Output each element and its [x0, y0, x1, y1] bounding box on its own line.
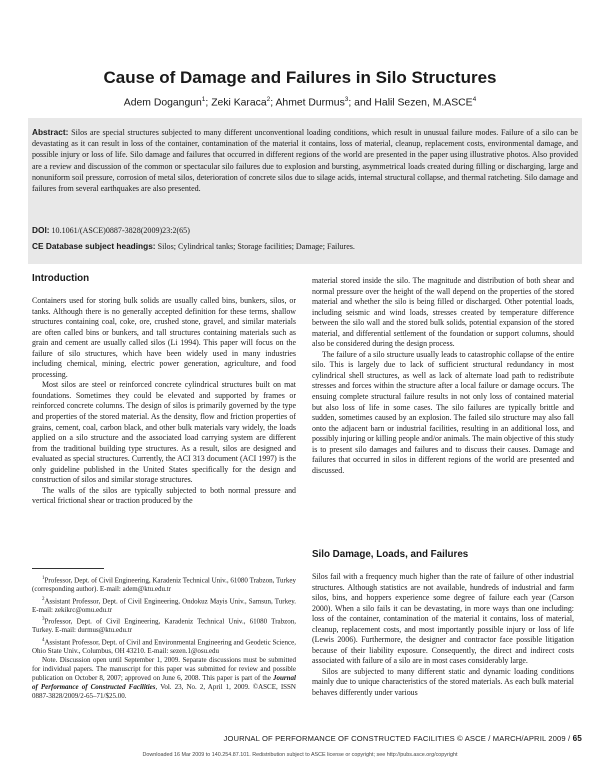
author-sep: ; — [270, 97, 276, 109]
footnote-text: Professor, Dept. of Civil Engineering, Karadeniz Technical Univ., 61080 Trabzon, Turkey (corresponding author). E-mail: adem@ktu.edu.tr — [32, 576, 296, 594]
footnote-text: Professor, Dept. of Civil Engineering, Karadeniz Technical Univ., 61080 Trabzon, Turkey. E-mail: durmus@ktu.edu.tr — [32, 617, 296, 635]
running-footer — [0, 734, 582, 743]
footnote-text: Assistant Professor, Dept. of Civil Engineering, Ondokuz Mayis Univ., Samsun, Turkey. E-mail: zekikrc@omu.edu.tr — [32, 596, 296, 614]
doi-line — [32, 225, 578, 235]
author-affil-mark: 3 — [344, 96, 349, 103]
footnote — [32, 574, 296, 595]
author-sep: ; — [205, 97, 212, 109]
note-text: Note. Discussion open until September 1, 2009. Separate discussions must be submitted for individual papers. The manuscript for this paper was submitted for review and possible publication on October 8, 2007; approved on June 6, 2008. This paper is part of the — [32, 656, 296, 683]
paper-title: Cause of Damage and Failures in Silo Structures — [103, 68, 497, 87]
abstract — [32, 127, 578, 194]
page-number: 65 — [572, 734, 582, 743]
submission-note — [32, 656, 296, 701]
left-column-body — [32, 296, 296, 507]
doi-label: DOI: — [32, 225, 50, 235]
author-list — [0, 96, 600, 108]
download-notice: Downloaded 16 Mar 2009 to 140.254.87.101. Redistribution subject to ASCE license or copyright; see http://pubs.asce.org/copyright — [142, 752, 458, 758]
footnote-mark: 1 — [42, 576, 45, 581]
author-name: Zeki Karaca — [211, 97, 267, 109]
paragraph: The walls of the silos are typically subjected to both normal pressure and vertical frictional shear or traction produced by the — [32, 485, 296, 506]
author-affil-mark: 4 — [472, 96, 477, 103]
section-heading-introduction: Introduction — [32, 273, 90, 284]
footnote-mark: 2 — [42, 596, 45, 602]
note-text: , Vol. 23, No. 2, April 1, 2009. ©ASCE, ISSN 0887-3828/2009/2-65–71/$25.00. — [32, 683, 296, 701]
footnote — [32, 636, 296, 657]
subject-label: CE Database subject headings: — [32, 241, 156, 251]
journal-footer-text: JOURNAL OF PERFORMANCE OF CONSTRUCTED FACILITIES © ASCE / MARCH/APRIL 2009 / — [223, 734, 573, 743]
footnote — [32, 595, 296, 616]
paragraph: Containers used for storing bulk solids are usually called bins, bunkers, silos, or tanks. Although there is no generally accepted definition for these terms, shallow structures containing coal, coke, ore, crushed stone, gravel, and similar materials are often called bins or bunkers, and tall structures containing materials such as grain and cement are usually called silos (Li 1994). This paper will focus on the failure of silo structures, which have been widely used in many industries including chemical, mining, electric power generation, agriculture, and food processing. — [32, 296, 296, 379]
doi-text: 10.1061/(ASCE)0887-3828(2009)23:2(65) — [51, 226, 190, 235]
footnotes — [32, 574, 296, 702]
abstract-label: Abstract: — [32, 127, 69, 137]
footnote-text: Assistant Professor, Dept. of Civil and Environmental Engineering and Geodetic Science, Ohio State Univ., Columbus, OH 43210. E-mail: sezen.1@osu.edu — [32, 637, 296, 655]
right-column-bottom — [312, 572, 574, 699]
right-column-top — [312, 276, 574, 476]
author-name: Adem Dogangun — [123, 97, 202, 109]
journal-name: Journal of Performance of Constructed Facilities — [32, 674, 296, 692]
abstract-text: Silos are special structures subjected to many different unconventional loading conditions, which result in unusual failure modes. Failure of a silo can be devastating as it can result in loss of the container, contamination of the material it contains, loss of material, cleanup, replacement costs, environmental damage, and possible injury or loss of life. Silo damage and failures that occurred in different regions of the world are presented in the paper using illustrative photos. Also provided are a review and discussion of the common or spectacular silo failures due to explosion and bursting, asymmetrical loads created during filling or discharging, large and nonuniform soil pressure, corrosion of metal silos, deterioration of concrete silos due to silage acids, internal structural collapse, and thermal ratcheting. Silo damage and failures from several earthquakes are also presented. — [32, 128, 579, 194]
paragraph: The failure of a silo structure usually leads to catastrophic collapse of the entire silo. This is largely due to lack of sufficient structural redundancy in most cylindrical shell structures, as well as lack of alternate load path to redistribute stresses and forces within the structure after a local failure or damage occurs. The ensuing complete structural failure results in not only loss of contained material but also loss of life in some cases. The silo failures are typically brittle and sudden, sometimes caused by an explosion. The failed silo structure may also fall onto the adjacent barn or industrial facilities, resulting in an additional loss, and possibly injuring or killing people and/or animals. The main objective of this study is to present silo damages and failures and to discuss their causes. Damage and failures that occurred in silos in different regions of the world are presented and discussed. — [312, 349, 574, 475]
author-sep: ; and — [348, 97, 375, 109]
subject-text: Silos; Cylindrical tanks; Storage facilities; Damage; Failures. — [157, 242, 355, 251]
footnote-divider — [32, 568, 104, 569]
footnote — [32, 615, 296, 636]
author-affil-mark: 2 — [266, 96, 271, 103]
author-name: Halil Sezen, M.ASCE — [374, 97, 473, 109]
subject-headings — [32, 241, 578, 251]
paragraph: Silos fail with a frequency much higher than the rate of failure of other industrial structures. Although statistics are not available, hundreds of industrial and farm silos, bins, and hoppers experience some degree of failure each year (Carson 2000). When a silo fails it can be devastating, in more ways than one including: loss of the container, contamination of the material it contains, loss of material, cleanup, replacement costs, and most importantly possible injury or loss of life (Lewis 2006). Furthermore, the designer and contractor face possible litigation because of their liability exposure. Consequently, the direct and indirect costs associated with failure of a silo are in most cases considerably large. — [312, 572, 574, 666]
author-name: Ahmet Durmus — [275, 97, 345, 109]
section-heading-silo-damage: Silo Damage, Loads, and Failures — [312, 549, 469, 560]
paragraph: Silos are subjected to many different static and dynamic loading conditions mainly due to unique characteristics of the stored materials. As each bulk material behaves differently under various — [312, 666, 574, 698]
paragraph: material stored inside the silo. The magnitude and distribution of both shear and normal pressure over the height of the wall depend on the properties of the stored material and whether the silo is being filled or discharged. Other potential loads, including seismic and wind loads, stresses created by temperature difference between the silo wall and the stored bulk solids, potential expansion of the stored material, and differential settlement of the foundation or support columns, should also be considered during the design process. — [312, 276, 574, 349]
author-affil-mark: 1 — [201, 96, 206, 103]
paragraph: Most silos are steel or reinforced concrete cylindrical structures built on mat foundations. Sometimes they could be elevated and supported by frames or reinforced concrete columns. The design of silos is primarily governed by the type and properties of the stored material. As the density, flow and friction properties of grains, cement, coal, carbon black, and other bulk materials vary widely, the loads applied on a silo structure and the associated load carrying system are different from the traditional building type structures. As a result, silos are designed and evaluated as special structures. Currently, the ACI 313 document (ACI 1997) is the only guideline published in the United States specifically for the design and construction of silos and similar storage structures. — [32, 380, 296, 485]
footnote-mark: 4 — [42, 637, 45, 643]
footnote-mark: 3 — [42, 617, 45, 623]
